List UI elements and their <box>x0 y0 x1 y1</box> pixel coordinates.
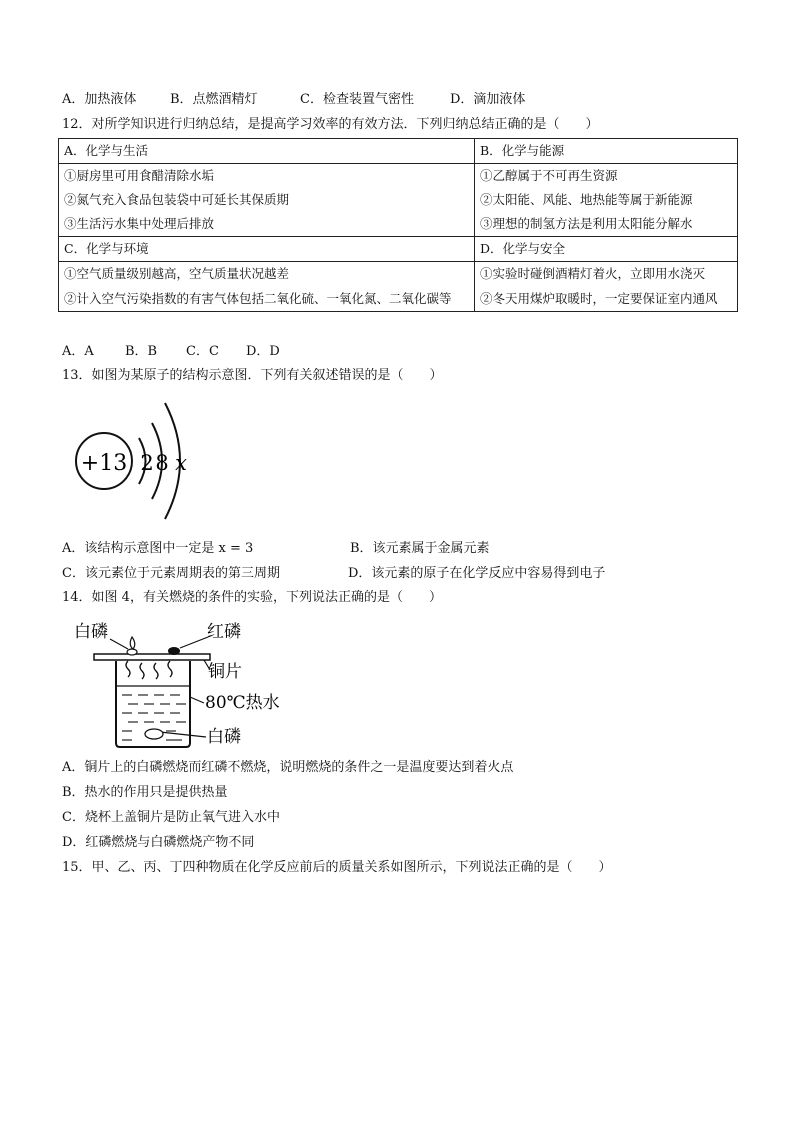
cell-c-title: C．化学与环境 <box>59 237 475 262</box>
q11-option-c: C．检查装置气密性 <box>300 92 414 107</box>
q12-option-d: D．D <box>246 344 280 359</box>
steam-4 <box>168 661 172 677</box>
flame-icon <box>130 637 135 649</box>
q14-option-d: D．红磷燃烧与白磷燃烧产物不同 <box>62 835 255 850</box>
copper-sheet <box>94 654 210 660</box>
q13-option-b: B．该元素属于金属元素 <box>350 541 490 556</box>
cell-c-item-2: ②计入空气污染指数的有害气体包括二氧化硫、一氧化氮、二氧化碳等 <box>64 291 452 306</box>
cell-d-item-1: ①实验时碰倒酒精灯着火，立即用水浇灭 <box>480 266 706 281</box>
cell-a-item-2: ②氮气充入食品包装袋中可延长其保质期 <box>64 192 290 207</box>
cell-d-title: D．化学与安全 <box>475 237 738 262</box>
cell-a-title: A．化学与生活 <box>59 139 475 164</box>
white-phosphorus-top <box>127 649 137 655</box>
q12-summary-table <box>58 138 738 312</box>
cell-b-item-2: ②太阳能、风能、地热能等属于新能源 <box>480 192 693 207</box>
cell-c-items <box>59 262 475 312</box>
q13-option-c: C．该元素位于元素周期表的第三周期 <box>62 566 280 581</box>
white-phosphorus-bottom <box>145 729 163 739</box>
q14-option-a: A．铜片上的白磷燃烧而红磷不燃烧，说明燃烧的条件之一是温度要达到着火点 <box>62 760 514 775</box>
red-phosphorus <box>168 647 180 655</box>
nucleus-charge: +13 <box>80 451 128 476</box>
label-hot-water: 80℃热水 <box>205 693 280 713</box>
cell-b-items <box>475 164 738 237</box>
q13-option-a: A．该结构示意图中一定是 x = 3 <box>62 541 254 556</box>
cell-b-item-3: ③理想的制氢方法是利用太阳能分解水 <box>480 216 693 231</box>
cell-c-item-1: ①空气质量级别越高，空气质量状况越差 <box>64 266 290 281</box>
steam-3 <box>154 663 158 679</box>
cell-a-item-1: ①厨房里可用食醋清除水垢 <box>64 168 215 183</box>
cell-b-title: B．化学与能源 <box>475 139 738 164</box>
q14-option-c: C．烧杯上盖铜片是防止氧气进入水中 <box>62 810 280 825</box>
label-copper-sheet: 铜片 <box>208 662 242 682</box>
q12-option-b: B．B <box>125 344 158 359</box>
label-red-phosphorus: 红磷 <box>207 622 241 642</box>
steam-1 <box>126 661 130 677</box>
q13-option-d: D．该元素的原子在化学反应中容易得到电子 <box>348 566 606 581</box>
label-white-phosphorus-bottom: 白磷 <box>207 727 241 747</box>
q12-option-c: C．C <box>186 344 219 359</box>
q12-option-a: A．A <box>62 344 94 359</box>
steam-2 <box>140 663 144 679</box>
atomic-structure-diagram <box>70 398 200 523</box>
cell-a-item-3: ③生活污水集中处理后排放 <box>64 216 215 231</box>
q11-option-d: D．滴加液体 <box>450 92 526 107</box>
q14-option-b: B．热水的作用只是提供热量 <box>62 785 228 800</box>
combustion-experiment-diagram <box>70 615 300 750</box>
label-white-phosphorus-top: 白磷 <box>74 622 108 642</box>
cell-a-items <box>59 164 475 237</box>
q15-stem: 15．甲、乙、丙、丁四种物质在化学反应前后的质量关系如图所示，下列说法正确的是（ ） <box>62 860 612 875</box>
cell-b-item-1: ①乙醇属于不可再生资源 <box>480 168 618 183</box>
cell-d-items <box>475 262 738 312</box>
cell-d-item-2: ②冬天用煤炉取暖时，一定要保证室内通风 <box>480 291 718 306</box>
q14-stem: 14．如图 4，有关燃烧的条件的实验，下列说法正确的是（ ） <box>62 590 442 605</box>
q12-stem: 12．对所学知识进行归纳总结，是提高学习效率的有效方法．下列归纳总结正确的是（ ） <box>62 117 599 132</box>
q13-stem: 13．如图为某原子的结构示意图．下列有关叙述错误的是（ ） <box>62 368 443 383</box>
q11-option-a: A．加热液体 <box>62 92 137 107</box>
q11-option-b: B．点燃酒精灯 <box>170 92 258 107</box>
shell-2-electrons: 8 <box>155 451 169 475</box>
shell-1-electrons: 2 <box>140 451 154 475</box>
shell-3-electrons: x <box>175 451 187 475</box>
